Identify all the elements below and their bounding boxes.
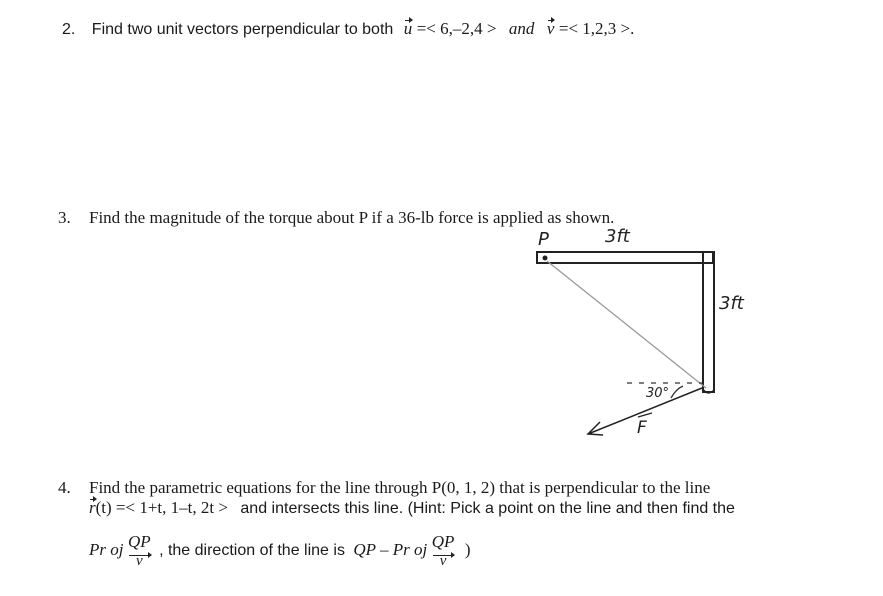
problem-2-text: Find two unit vectors perpendicular to both: [91, 21, 394, 38]
proj-denominator-1: v: [128, 554, 151, 569]
proj-numerator-2: QP: [431, 531, 455, 551]
problem-4-text: Find the parametric equations for the line through P(0, 1, 2) that is perpendicular to the line: [89, 478, 711, 497]
vector-u-symbol: u: [403, 19, 413, 38]
vertical-bar: [703, 252, 714, 392]
vector-v-symbol: v: [546, 19, 555, 38]
problem-4-number: 4.: [58, 478, 71, 497]
problem-4-line-1: [58, 478, 710, 498]
vector-u-value: =< 6,–2,4 >: [416, 19, 497, 38]
proj-fraction-1: [128, 533, 151, 569]
problem-4-line-3: [89, 527, 470, 572]
position-line: [547, 261, 706, 388]
problem-2-number: 2.: [62, 21, 76, 38]
problem-4-line-3-text: , the direction of the line is: [159, 542, 345, 559]
problem-4-line-2-text: and intersects this line. (Hint: Pick a point on the line and then find the: [240, 500, 735, 517]
close-paren: ): [464, 540, 471, 559]
force-label: F: [637, 418, 647, 438]
vector-r-symbol: r: [89, 498, 96, 517]
horizontal-bar: [537, 252, 713, 263]
point-p-label: P: [538, 229, 549, 250]
problem-3-number: 3.: [58, 208, 71, 227]
vector-r-expression: (t) =< 1+t, 1–t, 2t >: [95, 498, 228, 517]
and-word: and: [508, 19, 535, 38]
proj-label-1: Pr oj: [89, 540, 124, 559]
pivot-point: [543, 256, 548, 261]
proj-fraction-2: [432, 533, 455, 569]
problem-3-text: Find the magnitude of the torque about P if a 36-lb force is applied as shown.: [89, 208, 615, 227]
problem-4-line-2: [89, 498, 735, 518]
proj-denominator-2: v: [432, 554, 455, 569]
top-length-label: 3ft: [605, 226, 630, 247]
angle-label: 30°: [646, 386, 670, 401]
proj-numerator-1: QP: [127, 531, 151, 551]
qp-minus-proj: QP – Pr oj: [353, 540, 428, 559]
vector-v-value: =< 1,2,3 >.: [558, 19, 635, 38]
side-length-label: 3ft: [719, 293, 744, 314]
